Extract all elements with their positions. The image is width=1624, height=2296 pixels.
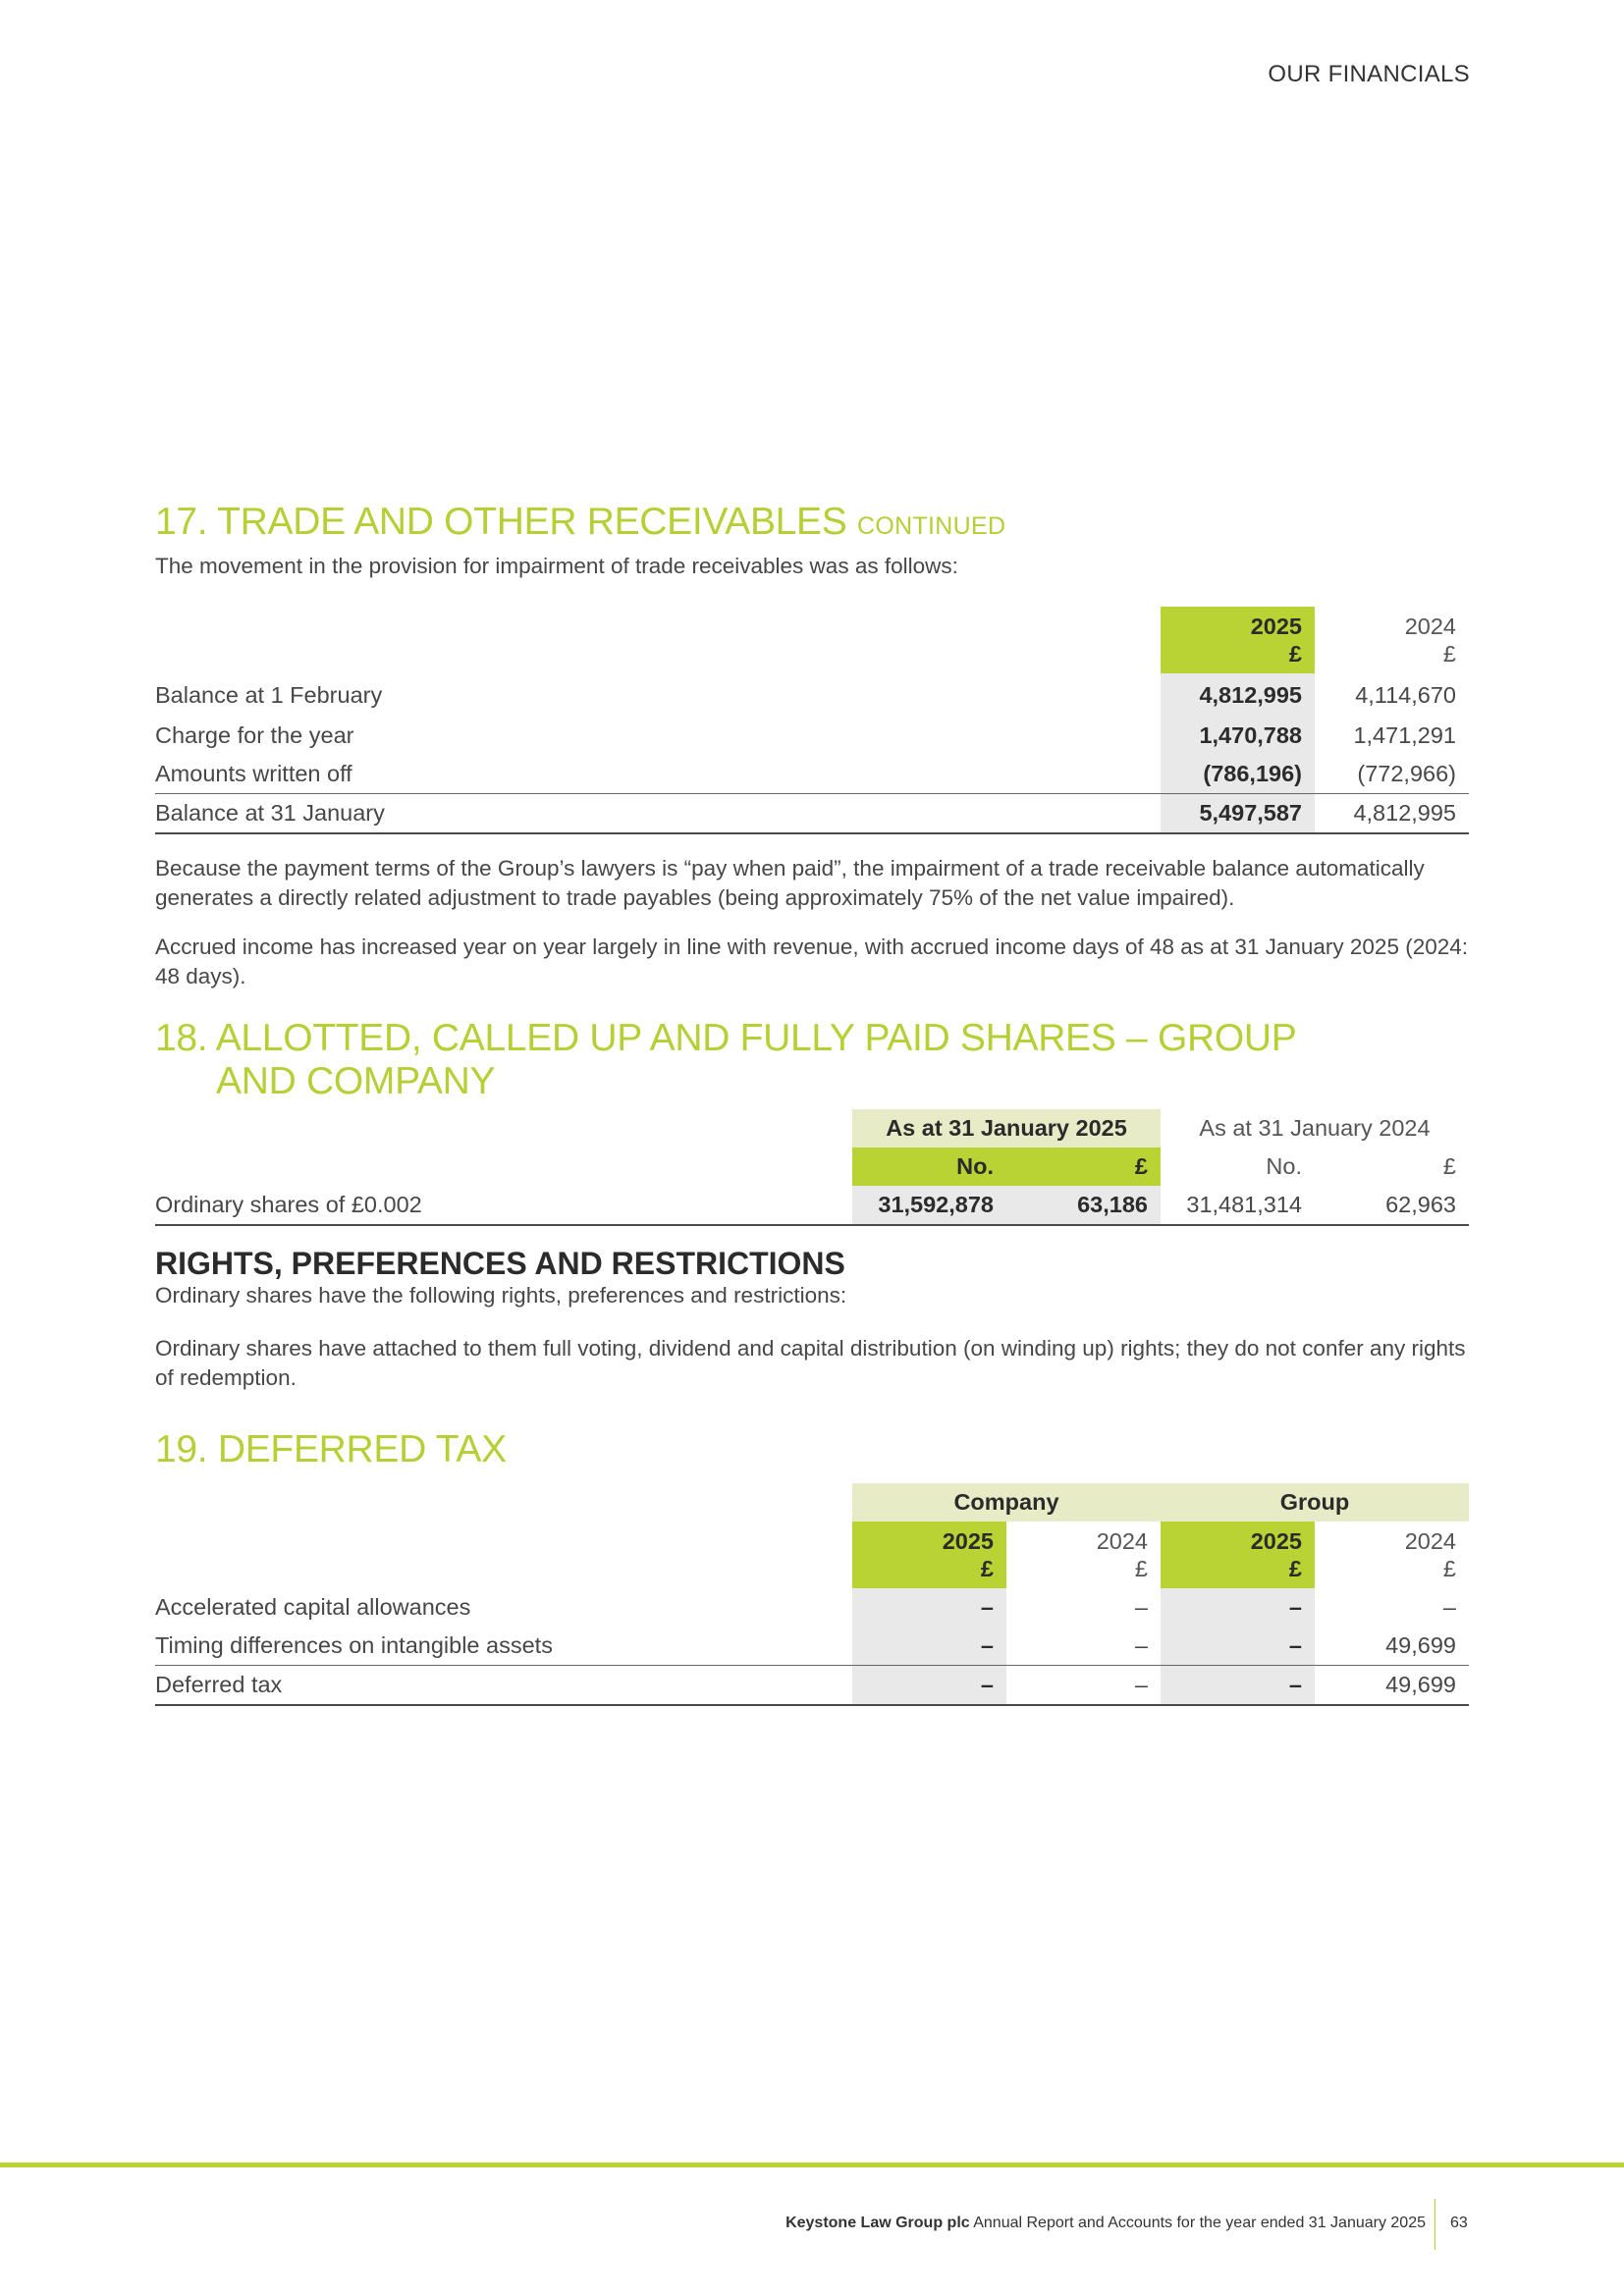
rights-para: Ordinary shares have attached to them full voting, dividend and capital distribution (on winding up) rights; they do not confer any rights of redemption. — [155, 1336, 1466, 1390]
continued-label: CONTINUED — [857, 512, 1006, 540]
table-row: Accelerated capital allowances – – – – — [155, 1588, 1469, 1627]
company-header: Company — [852, 1483, 1161, 1522]
shares-table — [155, 1109, 1469, 1226]
col-2024: 2024 £ — [1404, 614, 1456, 667]
note-17-para-1: Because the payment terms of the Group’s lawyers is “pay when paid”, the impairment of a trade receivable balance automatically generates a directly related adjustment to trade payables (being approximately 75% of the net value impaired). — [155, 856, 1425, 910]
as-at-2024-header: As at 31 January 2024 — [1199, 1115, 1431, 1141]
dt-col-header: 2025 £ 2024 £ 2025 £ 2024 £ — [155, 1522, 1469, 1588]
impairment-table — [155, 607, 1469, 834]
dt-group-header — [155, 1483, 1469, 1522]
as-at-2025-header: As at 31 January 2025 — [852, 1109, 1161, 1148]
table-row: Ordinary shares of £0.002 31,592,878 63,186 31,481,314 62,963 — [155, 1186, 1469, 1225]
col-2025: 2025 £ — [1161, 607, 1315, 673]
note-19-title: 19. DEFERRED TAX — [155, 1428, 507, 1470]
note-17-intro: The movement in the provision for impairment of trade receivables was as follows: — [155, 554, 958, 578]
table-row: Balance at 1 February 4,812,995 4,114,670 — [155, 673, 1469, 717]
table-row-total: Balance at 31 January 5,497,587 4,812,995 — [155, 794, 1469, 834]
shares-group-header — [155, 1109, 1469, 1148]
group-header: Group — [1161, 1483, 1469, 1522]
table-row: Charge for the year 1,470,788 1,471,291 — [155, 717, 1469, 755]
table-row: Timing differences on intangible assets – – – 49,699 — [155, 1627, 1469, 1666]
table-header-row — [155, 607, 1469, 673]
section-header: OUR FINANCIALS — [1268, 61, 1470, 87]
note-17-para-2: Accrued income has increased year on year largely in line with revenue, with accrued income days of 48 as at 31 January 2025 (2024: 48 days). — [155, 934, 1469, 988]
note-17-title: 17. TRADE AND OTHER RECEIVABLES CONTINUED — [155, 501, 1006, 543]
page-number: 63 — [1450, 2215, 1468, 2231]
rights-subtitle: RIGHTS, PREFERENCES AND RESTRICTIONS — [155, 1246, 845, 1281]
table-row: Amounts written off (786,196) (772,966) — [155, 755, 1469, 794]
footer-title: Keystone Law Group plc Annual Report and Accounts for the year ended 31 January 2025 — [785, 2215, 1426, 2231]
deferred-tax-table — [155, 1483, 1469, 1706]
page-content — [155, 501, 1469, 1706]
rights-intro: Ordinary shares have the following rights, preferences and restrictions: — [155, 1283, 847, 1308]
shares-col-header: No. £ No. £ — [155, 1148, 1469, 1186]
table-row-total: Deferred tax – – – 49,699 — [155, 1666, 1469, 1706]
note-18-title: 18. ALLOTTED, CALLED UP AND FULLY PAID SHARES – GROUP AND COMPANY — [155, 1017, 1297, 1102]
footer-rule — [0, 2163, 1624, 2167]
